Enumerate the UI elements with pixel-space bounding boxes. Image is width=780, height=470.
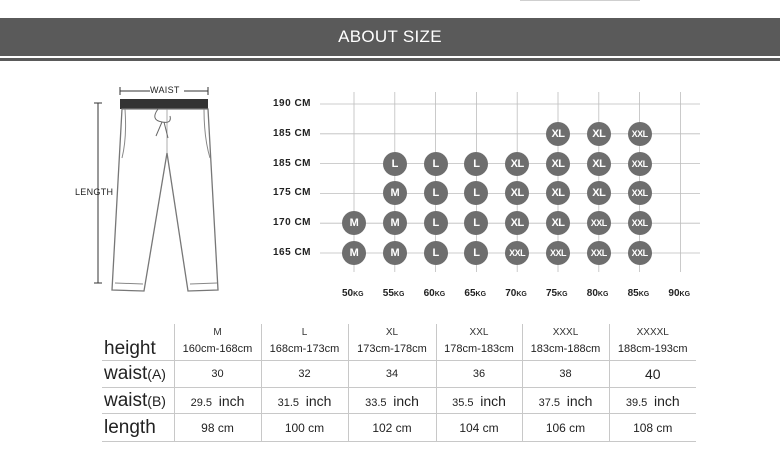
height-axis-label: 175 CM [273,187,312,199]
weight-axis-label [342,288,364,299]
height-row [102,338,696,361]
waist-a-xxxxl: 40 [609,361,696,388]
size-dot-xl: XL [505,211,529,235]
height-axis-label: 165 CM [273,247,312,258]
waist-a-l: 32 [261,361,348,388]
size-dot-m: M [342,211,366,235]
size-l: L [261,324,348,338]
size-xxxxl: XXXXL [609,324,696,338]
weight-axis-label [668,288,690,299]
size-dot-xxl: XXL [628,211,652,235]
height-axis-label: 185 CM [273,157,312,169]
waist-a-label-text: waist [104,363,148,384]
size-dot-xl: XL [587,181,611,205]
weight-axis-label [546,288,568,299]
waist-b-xxxl [522,388,609,414]
weight-unit: KG [353,291,364,298]
waist-b-l [261,388,348,414]
weight-number: 60 [423,288,435,299]
height-l: 168cm-173cm [261,338,348,361]
size-header-row [102,324,696,338]
waist-b-m [174,388,261,414]
length-label: LENGTH [75,187,114,197]
waist-b-m-unit: inch [218,392,245,409]
size-dot-l: L [464,241,488,265]
waist-b-xxl [436,388,522,414]
height-xxxl: 183cm-188cm [522,338,609,361]
length-row-label: length [102,414,174,442]
size-dot-xl: XL [587,122,611,146]
size-dot-l: L [424,181,448,205]
length-l: 100 cm [261,414,348,442]
size-dot-m: M [383,241,407,265]
waist-b-xxxl-unit: inch [566,392,593,409]
waist-b-xxl-value: 35.5 [452,396,474,409]
banner-title: ABOUT SIZE [338,27,442,46]
size-dot-xl: XL [546,122,570,146]
weight-axis-label [505,288,527,299]
waist-a-xxl: 36 [436,361,522,388]
waist-b-xxxl-value: 37.5 [538,396,561,409]
size-m: M [174,324,261,338]
weight-unit: KG [638,291,650,298]
length-xl: 102 cm [348,414,436,442]
weight-number: 75 [546,288,558,299]
weight-axis-label [628,288,650,299]
height-axis-label: 185 CM [273,127,312,139]
size-dot-l: L [424,211,448,235]
size-dot-l: L [383,152,407,176]
size-dot-m: M [342,241,366,265]
waist-a-m: 30 [174,361,261,388]
waist-label: WAIST [150,85,180,95]
waist-b-xl [348,388,436,414]
weight-unit: KG [475,291,487,298]
weight-unit: KG [597,291,609,298]
weight-number: 90 [668,288,680,299]
height-label: height [102,338,174,361]
size-dot-xxl: XXL [628,181,652,205]
length-xxxxl: 108 cm [609,414,696,442]
waist-b-xxxxl [609,388,696,414]
height-m: 160cm-168cm [174,338,261,361]
length-m: 98 cm [174,414,261,442]
waist-b-xxxxl-unit: inch [653,392,680,409]
weight-number: 80 [586,288,598,299]
size-dot-l: L [464,211,488,235]
waist-a-xl: 34 [348,361,436,388]
size-dot-xxl: XXL [628,152,652,176]
size-xl: XL [348,324,436,338]
size-dot-l: L [424,152,448,176]
waist-a-row [102,361,696,388]
size-dot-l: L [464,181,488,205]
size-dot-m: M [383,181,407,205]
weight-number: 50 [342,288,354,299]
weight-unit: KG [434,291,446,298]
size-dot-xxl: XXL [628,122,652,146]
weight-number: 65 [464,288,476,299]
weight-unit: KG [516,291,527,298]
size-dot-xxl: XXL [505,241,529,265]
waist-b-l-value: 31.5 [277,396,300,409]
weight-axis-label [587,288,609,299]
size-dot-xl: XL [546,211,570,235]
waist-b-xl-unit: inch [393,392,419,409]
size-dot-xxl: XXL [628,241,652,265]
size-dot-l: L [424,241,448,265]
waist-a-suffix: (A) [147,366,166,382]
height-xxl: 178cm-183cm [436,338,522,361]
size-dot-xl: XL [587,152,611,176]
length-xxxl: 106 cm [522,414,609,442]
weight-unit: KG [557,291,568,298]
waist-b-row [102,388,696,414]
waist-b-label-text: waist [104,389,148,411]
waist-b-l-unit: inch [305,392,332,409]
waist-b-xxxxl-value: 39.5 [625,396,648,409]
size-xxl: XXL [436,324,522,338]
size-dot-xxl: XXL [546,241,570,265]
waist-a-label [102,361,174,388]
weight-number: 85 [627,288,639,299]
weight-axis-label [383,288,405,299]
length-row [102,414,696,442]
weight-unit: KG [393,291,405,298]
size-table [102,324,696,442]
size-dot-xxl: XXL [587,241,611,265]
height-xl: 173cm-178cm [348,338,436,361]
waist-b-xl-value: 33.5 [365,396,387,409]
weight-number: 55 [382,288,394,299]
weight-axis-label [464,288,486,299]
waist-b-label [102,388,174,414]
size-dot-xl: XL [546,181,570,205]
waist-b-xxl-unit: inch [480,392,506,409]
size-dot-m: M [383,211,407,235]
waist-b-m-value: 29.5 [190,396,213,409]
size-dot-xl: XL [505,181,529,205]
waist-a-xxxl: 38 [522,361,609,388]
weight-number: 70 [505,288,517,299]
weight-unit: KG [679,291,691,298]
height-axis-label: 190 CM [273,98,312,109]
waist-b-suffix: (B) [147,392,166,409]
height-axis-label: 170 CM [273,217,312,229]
size-xxxl: XXXL [522,324,609,338]
size-dot-xl: XL [546,152,570,176]
height-xxxxl: 188cm-193cm [609,338,696,361]
length-xxl: 104 cm [436,414,522,442]
size-dot-l: L [464,152,488,176]
size-dot-xxl: XXL [587,211,611,235]
size-dot-xl: XL [505,152,529,176]
weight-axis-label [424,288,446,299]
